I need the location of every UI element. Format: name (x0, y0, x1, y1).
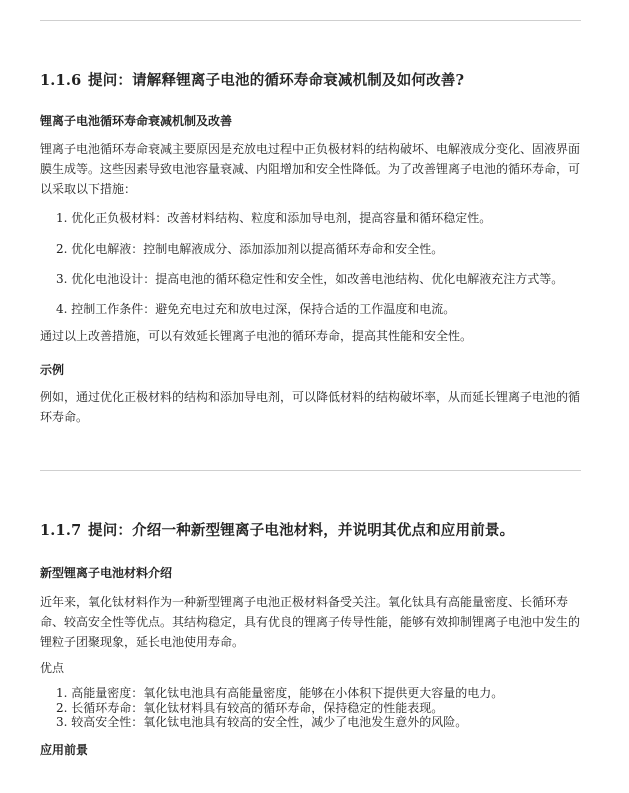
list-item: 2. 长循环寿命：氧化钛材料具有较高的循环寿命，保持稳定的性能表现。 (56, 701, 444, 715)
section-title: 提问：请解释锂离子电池的循环寿命衰减机制及如何改善? (88, 72, 465, 89)
section-number: 1.1.6 (40, 72, 82, 89)
conclusion-paragraph: 通过以上改善措施，可以有效延长锂离子电池的循环寿命，提高其性能和安全性。 (40, 329, 473, 343)
list-item: 4. 控制工作条件：避免充电过充和放电过深，保持合适的工作温度和电流。 (56, 302, 456, 316)
list-item: 3. 较高安全性：氧化钛电池具有较高的安全性，减少了电池发生意外的风险。 (56, 715, 468, 729)
example-paragraph: 例如，通过优化正极材料的结构和添加导电剂，可以降低材料的结构破坏率，从而延长锂离子电池的循环寿命。 (40, 390, 581, 424)
section-number: 1.1.7 (40, 522, 82, 539)
list-item: 1. 优化正负极材料：改善材料结构、粒度和添加导电剂，提高容量和循环稳定性。 (56, 211, 492, 225)
section-subtitle: 新型锂离子电池材料介绍 (40, 566, 173, 580)
applications-label: 应用前景 (40, 743, 89, 757)
section-heading (40, 69, 464, 90)
list-item: 1. 高能量密度：氧化钛电池具有高能量密度，能够在小体积下提供更大容量的电力。 (56, 686, 504, 700)
section-subtitle: 锂离子电池循环寿命衰减机制及改善 (40, 114, 233, 128)
example-label: 示例 (40, 363, 65, 377)
section-divider (40, 20, 581, 21)
section-divider (40, 470, 581, 471)
advantages-label: 优点 (40, 661, 65, 675)
intro-paragraph: 近年来，氧化钛材料作为一种新型锂离子电池正极材料备受关注。氧化钛具有高能量密度、长循环寿命、较高安全性等优点。其结构稳定，具有优良的锂离子传导性能，能够有效抑制锂离子电池中发生的锂粒子团聚现象，延长电池使用寿命。 (40, 595, 581, 649)
list-item: 2. 优化电解液：控制电解液成分、添加添加剂以提高循环寿命和安全性。 (56, 242, 444, 256)
list-item: 3. 优化电池设计：提高电池的循环稳定性和安全性，如改善电池结构、优化电解液充注方式等。 (56, 272, 564, 286)
section-heading (40, 519, 514, 540)
intro-paragraph: 锂离子电池循环寿命衰减主要原因是充放电过程中正负极材料的结构破坏、电解液成分变化、固液界面膜生成等。这些因素导致电池容量衰减、内阻增加和安全性降低。为了改善锂离子电池的循环寿命，可以采取以下措施： (40, 142, 581, 196)
section-title: 提问：介绍一种新型锂离子电池材料，并说明其优点和应用前景。 (88, 522, 515, 539)
